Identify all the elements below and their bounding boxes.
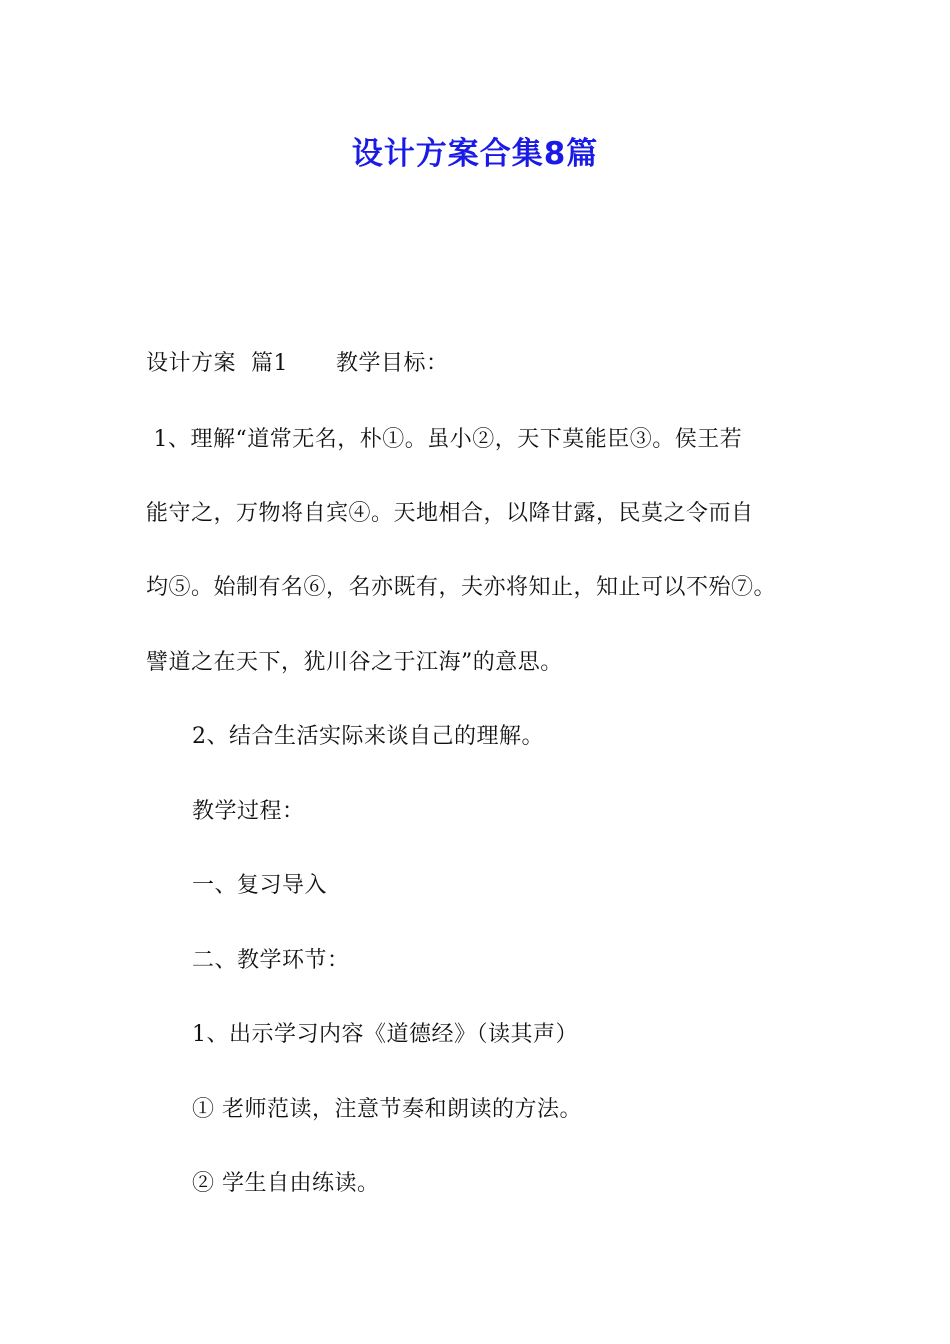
objectives-label: 教学目标： [335, 351, 449, 376]
document-title: 设计方案合集8篇 [351, 136, 599, 172]
paragraph-line: 能守之，万物将自宾④。天地相合，以降甘露，民莫之令而自 [146, 501, 754, 526]
paragraph-line: 一、复习导入 [192, 873, 328, 898]
paragraph-line: 譬道之在天下，犹川谷之于江海”的意思。 [146, 650, 563, 675]
paragraph-line: 均⑤。始制有名⑥，名亦既有，夫亦将知止，知止可以不殆⑦。 [146, 575, 777, 600]
paragraph-line: 1、理解“道常无名，朴①。虽小②，天下莫能臣③。侯王若 [146, 427, 743, 452]
paragraph-line: ② 学生自由练读。 [192, 1171, 380, 1196]
section-heading-line [146, 346, 846, 377]
paragraph-line: 教学过程： [192, 799, 305, 824]
paragraph-line: 2、结合生活实际来谈自己的理解。 [192, 724, 544, 749]
section-heading: 设计方案 篇1 [146, 351, 288, 376]
paragraph-line: 1、出示学习内容《道德经》（读其声） [192, 1022, 578, 1047]
paragraph-line: ① 老师范读，注意节奏和朗读的方法。 [192, 1097, 582, 1122]
paragraph-line: 二、教学环节： [192, 948, 350, 973]
